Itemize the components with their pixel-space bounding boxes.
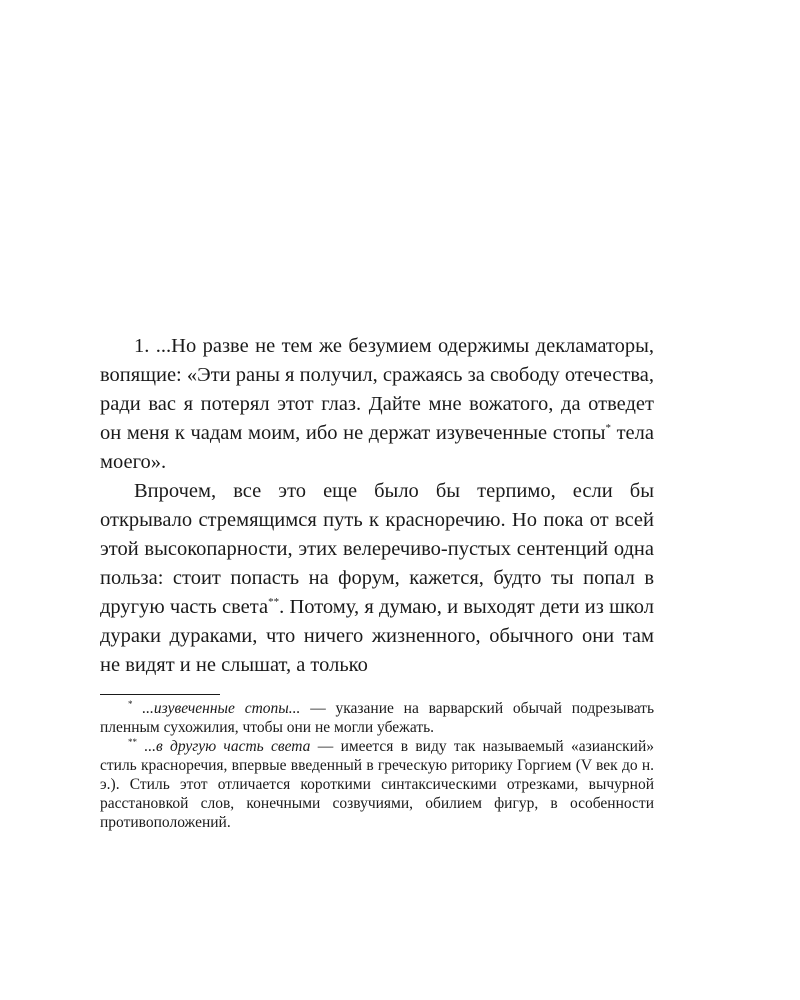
- footnote-2: [100, 737, 654, 832]
- paragraph-1: [100, 332, 654, 477]
- footnote-2-term: ...в другую часть света: [144, 738, 311, 755]
- footnote-2-mark: **: [128, 737, 137, 747]
- footnote-1-term: ...изувеченные стопы...: [142, 700, 301, 717]
- footnote-ref-2: **: [268, 596, 280, 608]
- paragraph-1-text-a: 1. ...Но разве не тем же безумием одержимы декламаторы, вопящие: «Эти раны я получил, сражаясь за свободу отечества, ради вас я потерял этот глаз. Дайте мне вожатого, да отведет он меня к чадам моим, ибо не держат изувеченные стопы: [100, 335, 654, 444]
- paragraph-1-text-b: тела моего».: [100, 422, 654, 473]
- footnote-1: [100, 699, 654, 737]
- footnote-ref-1: *: [605, 422, 611, 434]
- paragraph-2-text-b: . Потому, я думаю, и выходят дети из школ дураки дураками, что ничего жизненного, обычного они там не видят и не слышат, а только: [100, 596, 654, 676]
- footnote-2-text: — имеется в виду так называемый «азианский» стиль красноречия, впервые введенный в греческую риторику Горгием (V век до н. э.). Стиль этот отличается короткими синтаксическими отрезками, вычурной расстановкой слов, конечными созвучиями, обилием фигур, в особенности противоположений.: [100, 738, 654, 831]
- page-content: [100, 332, 654, 832]
- footnote-separator: [100, 694, 220, 695]
- paragraph-2: [100, 477, 654, 680]
- main-text: [100, 332, 654, 680]
- footnotes: [100, 699, 654, 832]
- paragraph-2-text-a: Впрочем, все это еще было бы терпимо, если бы открывало стремящимся путь к красноречию. Но пока от всей этой высокопарности, этих велеречиво-пустых сентенций одна польза: стоит попасть на форум, кажется, будто ты попал в другую часть света: [100, 480, 654, 618]
- footnote-1-mark: *: [128, 699, 133, 709]
- footnote-1-text: — указание на варварский обычай подрезывать пленным сухожилия, чтобы они не могли убежать.: [100, 700, 655, 736]
